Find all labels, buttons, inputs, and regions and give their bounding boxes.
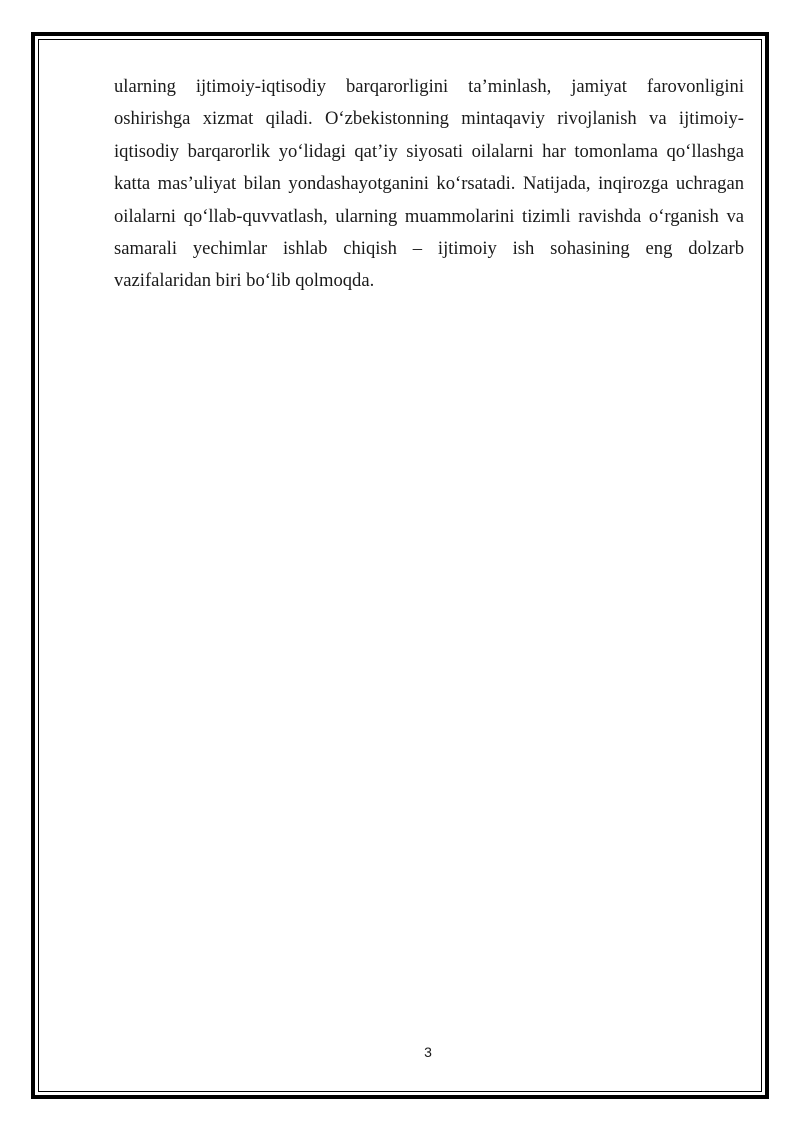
page-number: 3 [424, 1044, 432, 1060]
body-paragraph: ularning ijtimoiy-iqtisodiy barqarorligini ta’minlash, jamiyat farovonligini oshirishga xizmat qiladi. O‘zbekistonning mintaqaviy rivojlanish va ijtimoiy-iqtisodiy barqarorlik yo‘lidagi qat’iy siyosati oilalarni har tomonlama qo‘llashga katta mas’uliyat bilan yondashayotganini ko‘rsatadi. Natijada, inqirozga uchragan oilalarni qo‘llab-quvvatlash, ularning muammolarini tizimli ravishda o‘rganish va samarali yechimlar ishlab chiqish – ijtimoiy ish sohasining eng dolzarb vazifalaridan biri bo‘lib qolmoqda. [114, 76, 744, 292]
